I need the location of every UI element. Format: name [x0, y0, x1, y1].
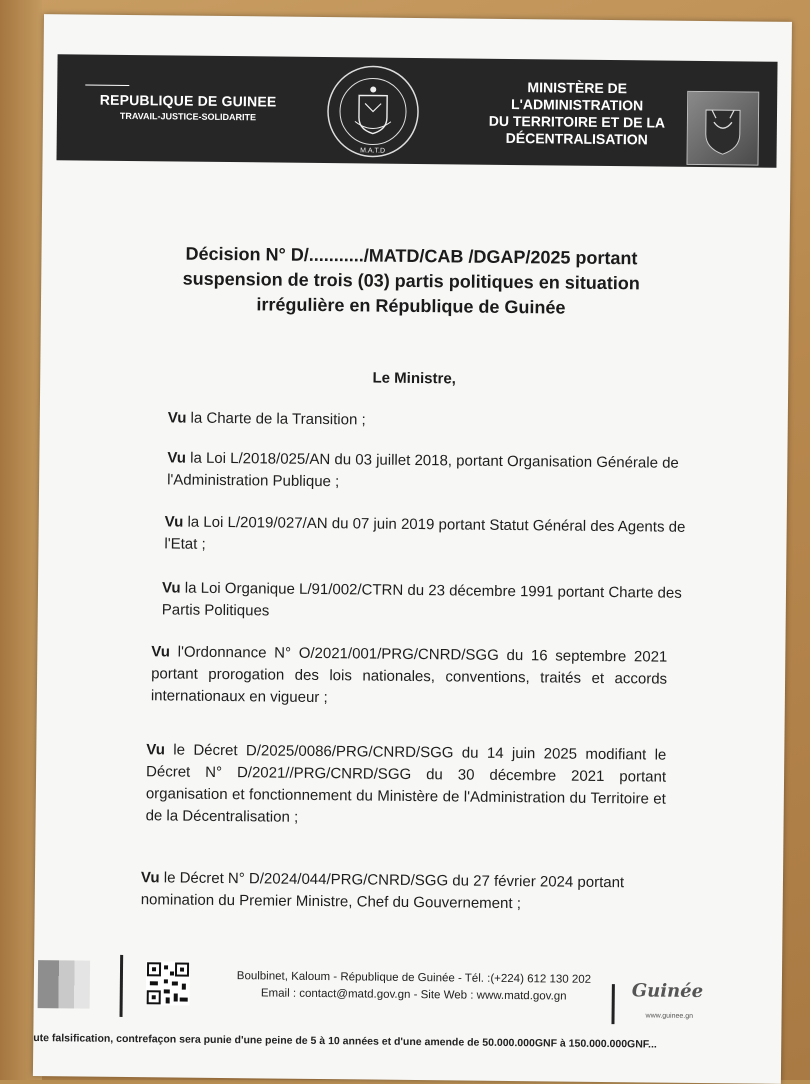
guinee-logo-url: www.guinee.gn — [645, 1012, 694, 1020]
clause-text: le Décret N° D/2024/044/PRG/CNRD/SGG du 27 février 2024 portant nomination du Premier Ministre, Chef du Gouvernement ; — [140, 869, 625, 913]
decision-title — [131, 241, 692, 322]
seal-bottom-text: M.A.T.D — [360, 147, 386, 155]
divider — [85, 85, 129, 86]
falsification-warning: ute falsification, contrefaçon sera punie d'une peine de 5 à 10 années et d'une amende de 50.000.000GNF à 150.000.000GNF... — [33, 1032, 657, 1051]
clause-text: la Loi L/2018/025/AN du 03 juillet 2018, portant Organisation Générale de l'Administration Publique ; — [167, 449, 679, 491]
divider — [120, 955, 124, 1017]
divider — [611, 984, 614, 1024]
title-line-3: irrégulière en République de Guinée — [256, 294, 566, 318]
qr-code-icon — [146, 961, 190, 1005]
clause-text: l'Ordonnance N° O/2021/001/PRG/CNRD/SGG du 16 septembre 2021 portant prorogation des lois nationales, conventions, traités et accords internationaux en vigueur ; — [150, 643, 668, 707]
vu-label: Vu — [140, 869, 160, 887]
vu-label: Vu — [164, 513, 184, 531]
color-bars — [38, 960, 90, 1009]
vu-label: Vu — [151, 643, 171, 661]
letterhead-footer — [33, 954, 782, 1036]
clause-6 — [146, 739, 667, 832]
title-line-1: Décision N° D/.........../MATD/CAB /DGAP/2025 portant — [185, 243, 638, 269]
footer-contact-block — [214, 968, 614, 1006]
clause-5 — [151, 641, 668, 712]
vu-label: Vu — [146, 741, 166, 759]
clause-text: la Charte de la Transition ; — [190, 409, 366, 429]
minister-heading: Le Ministre, — [372, 369, 456, 388]
clause-3 — [164, 511, 686, 560]
clause-text: la Loi L/2019/027/AN du 07 juin 2019 portant Statut Général des Agents de l'Etat ; — [164, 513, 686, 553]
clause-1 — [168, 407, 688, 434]
vu-label: Vu — [161, 579, 181, 597]
coat-of-arms-emblem — [686, 91, 759, 166]
letterhead-country-block — [93, 85, 283, 123]
clause-text: le Décret D/2025/0086/PRG/CNRD/SGG du 14 juin 2025 modifiant le Décret N° D/2021//PRG/CNRD/SGG du 30 décembre 2021 portant organisation et fonctionnement du Ministère de l'Administration du Territoire et de la Décentralisation ; — [145, 741, 667, 826]
vu-label: Vu — [167, 449, 187, 467]
footer-contact: Email : contact@matd.gov.gn - Site Web : www.matd.gov.gn — [260, 987, 567, 1003]
national-motto: TRAVAIL-JUSTICE-SOLIDARITE — [119, 110, 257, 123]
ministry-name-line-2: DU TERRITOIRE ET DE LA — [488, 112, 666, 131]
country-name: REPUBLIQUE DE GUINEE — [99, 91, 277, 110]
ministry-name-line-3: DÉCENTRALISATION — [505, 129, 648, 148]
clause-2 — [167, 447, 687, 496]
footer-address: Boulbinet, Kaloum - République de Guinée - Tél. :(+224) 612 130 202 — [236, 970, 592, 986]
guinee-logo: Guinée — [631, 980, 704, 1003]
ministry-name-block — [467, 79, 688, 149]
clause-text: la Loi Organique L/91/002/CTRN du 23 décembre 1991 portant Charte des Partis Politiques — [161, 579, 682, 620]
ministry-seal — [319, 63, 428, 160]
emblem-icon — [687, 92, 758, 165]
document-page — [33, 14, 792, 1084]
clause-4 — [162, 577, 684, 626]
ministry-name-line-1: MINISTÈRE DE L'ADMINISTRATION — [510, 79, 644, 114]
vu-label: Vu — [167, 409, 187, 427]
letterhead-band — [56, 54, 777, 168]
title-line-2: suspension de trois (03) partis politiques en situation — [182, 268, 640, 294]
clause-7 — [141, 867, 661, 916]
